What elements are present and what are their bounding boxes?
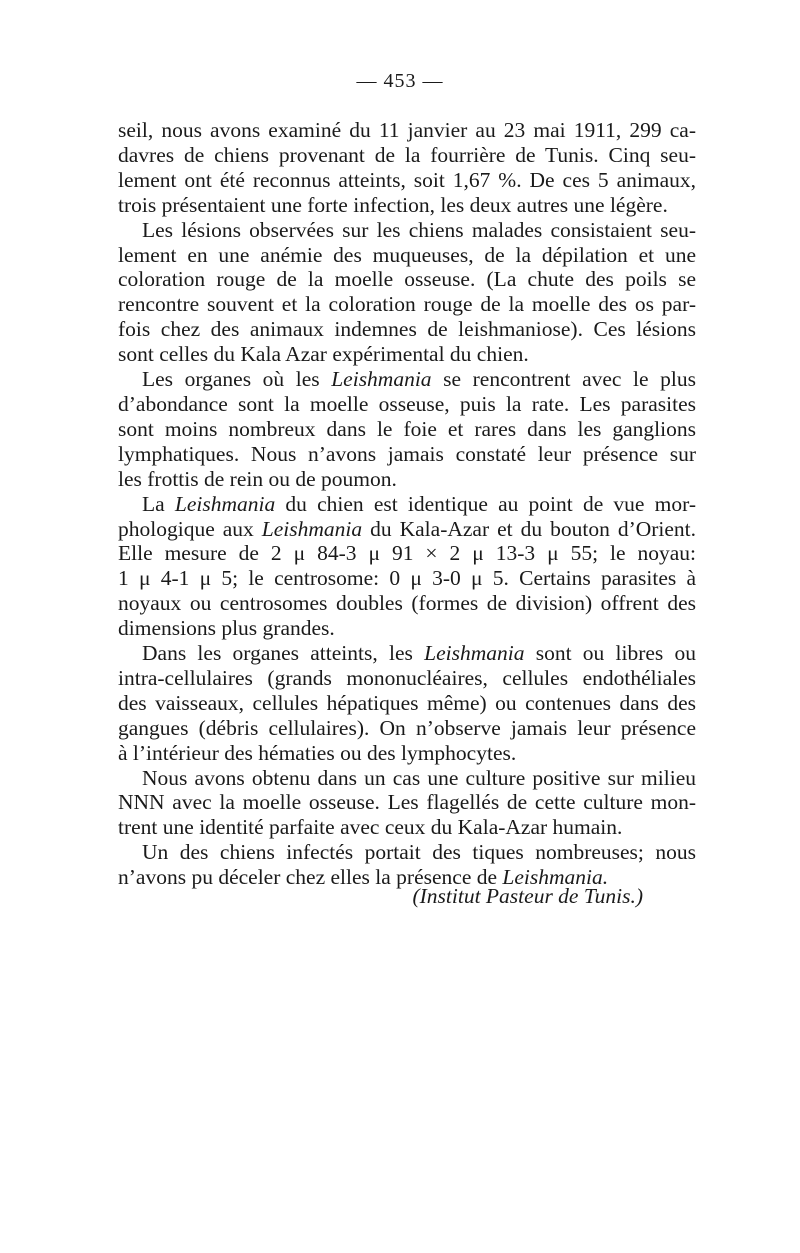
paragraph-2 — [118, 218, 696, 367]
text-run: La — [142, 491, 165, 516]
text-line: trent une identité parfaite avec ceux du Kala-Azar humain. — [118, 815, 623, 840]
text-line: fois chez des animaux indemnes de leishmaniose). Ces lésions — [118, 317, 696, 342]
text-line: coloration rouge de la moelle osseuse. (La chute des poils se — [118, 267, 696, 292]
leishmania-term: Leishmania — [331, 367, 432, 392]
paragraph-7 — [118, 840, 696, 890]
text-line: rencontre souvent et la coloration rouge de la moelle des os par- — [118, 292, 696, 317]
text-line: gangues (débris cellulaires). On n’observe jamais leur présence — [118, 715, 696, 740]
text-run: du chien est identique au point de vue mor- — [285, 491, 697, 516]
text-line: lement en une anémie des muqueuses, de la dépilation et une — [118, 242, 696, 267]
text-line — [118, 367, 696, 392]
text-line: lymphatiques. Nous n’avons jamais constaté leur présence sur — [118, 441, 696, 466]
text-run: se rencontrent avec le plus — [443, 367, 696, 392]
text-line — [118, 492, 696, 517]
text-line: noyaux ou centrosomes doubles (formes de division) offrent des — [118, 591, 696, 616]
text-line: Un des chiens infectés portait des tiques nombreuses; nous — [142, 840, 696, 865]
text-run: phologique aux — [118, 516, 254, 541]
text-run: du Kala-Azar et du bouton d’Orient. — [370, 516, 697, 541]
leishmania-term: Leishmania — [424, 641, 525, 666]
text-line: Elle mesure de 2 μ 84-3 μ 91 × 2 μ 13-3 μ 55; le noyau: — [118, 541, 696, 566]
text-line: NNN avec la moelle osseuse. Les flagellés de cette culture mon- — [118, 790, 696, 815]
text-line: seil, nous avons examiné du 11 janvier au 23 mai 1911, 299 ca- — [118, 118, 696, 142]
leishmania-term: Leishmania. — [502, 865, 609, 890]
paragraph-4 — [118, 492, 696, 641]
leishmania-term: Leishmania — [261, 516, 363, 541]
signature: (Institut Pasteur de Tunis.) — [412, 884, 643, 908]
text-run: sont ou libres ou — [535, 641, 697, 666]
text-line — [118, 641, 696, 666]
body-text — [118, 118, 696, 890]
text-line — [118, 517, 696, 542]
text-line: des vaisseaux, cellules hépatiques même) ou contenues dans des — [118, 690, 696, 715]
paragraph-3 — [118, 367, 696, 492]
text-line: 1 μ 4-1 μ 5; le centrosome: 0 μ 3-0 μ 5. Certains parasites à — [118, 566, 696, 591]
paragraph-6 — [118, 766, 696, 841]
text-line: les frottis de rein ou de poumon. — [118, 466, 397, 491]
text-line: Nous avons obtenu dans un cas une culture positive sur milieu — [142, 765, 696, 790]
text-line: d’abondance sont la moelle osseuse, puis la rate. Les parasites — [118, 391, 696, 416]
text-run: Dans les organes atteints, les — [142, 641, 413, 666]
text-line: intra-cellulaires (grands mononucléaires, cellules endothéliales — [118, 665, 696, 690]
text-line: lement ont été reconnus atteints, soit 1,67 %. De ces 5 animaux, — [118, 167, 696, 192]
text-line: sont moins nombreux dans le foie et rares dans les ganglions — [118, 416, 696, 441]
text-line: sont celles du Kala Azar expérimental du chien. — [118, 342, 529, 367]
text-line: dimensions plus grandes. — [118, 616, 335, 641]
text-line: trois présentaient une forte infection, les deux autres une légère. — [118, 192, 668, 217]
text-line: Les lésions observées sur les chiens malades consistaient seu- — [142, 217, 696, 242]
page-number: — 453 — — [356, 70, 444, 92]
text-run: n’avons pu déceler chez elles la présence de — [118, 865, 498, 890]
text-run: Les organes où les — [142, 367, 320, 392]
paragraph-5 — [118, 641, 696, 766]
text-line: à l’intérieur des hématies ou des lymphocytes. — [118, 740, 517, 765]
text-line: davres de chiens provenant de la fourrière de Tunis. Cinq seu- — [118, 142, 696, 167]
leishmania-term: Leishmania — [174, 491, 276, 516]
paragraph-1 — [118, 118, 696, 218]
